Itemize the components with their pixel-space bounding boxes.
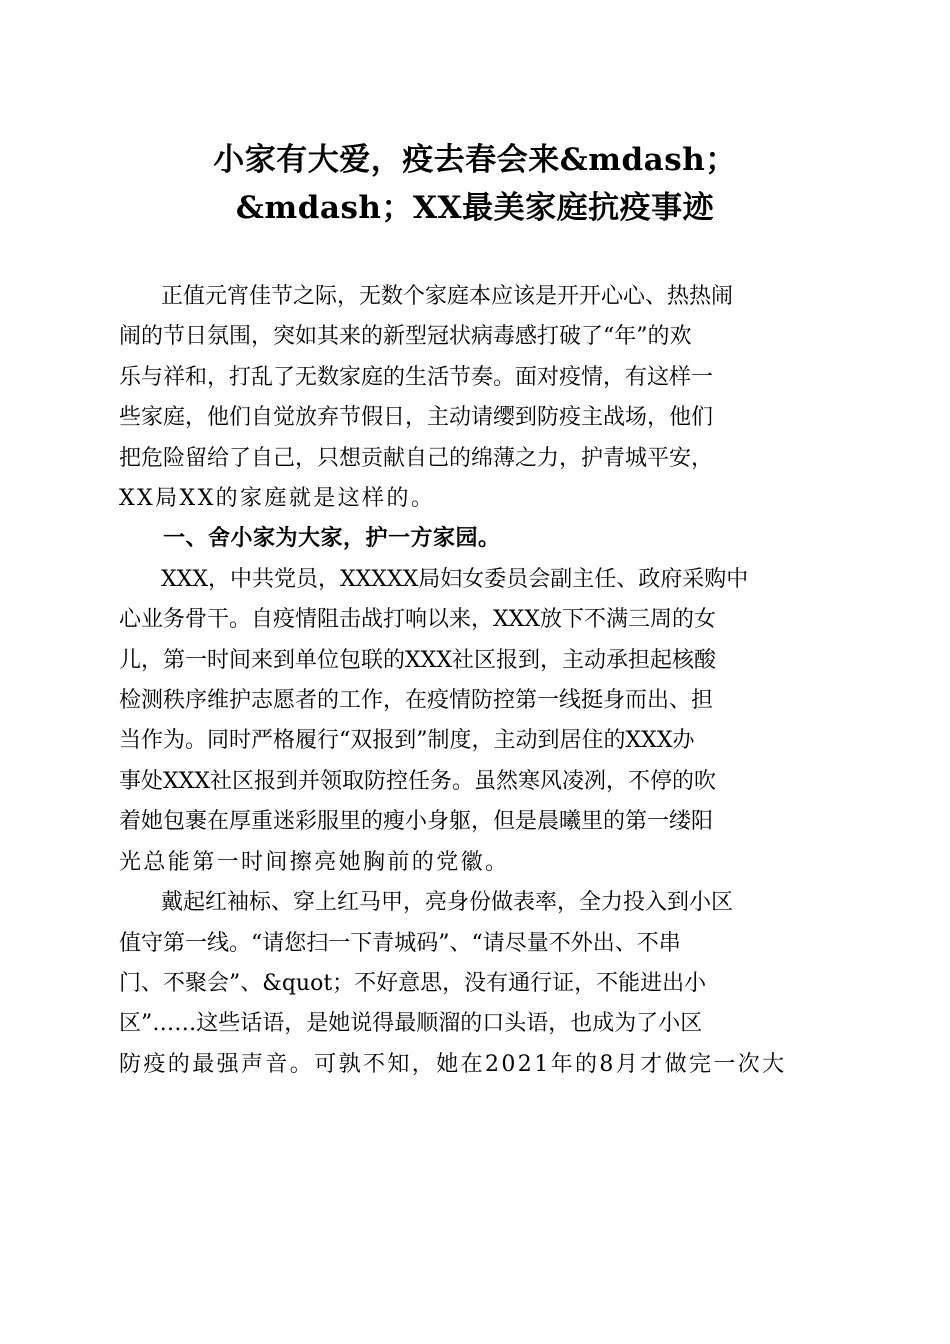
text-line: 儿，第一时间来到单位包联的XXX社区报到，主动承担起核酸 (119, 647, 716, 673)
text-line: 些家庭，他们自觉放弃节假日，主动请缨到防疫主战场，他们 (119, 405, 714, 431)
intro-paragraph (119, 277, 831, 519)
document-title (120, 136, 830, 232)
text-line: 检测秩序维护志愿者的工作，在疫情防控第一线挺身而出、担 (119, 688, 714, 714)
title-line-2: &mdash；XX最美家庭抗疫事迹 (235, 190, 715, 226)
text-line: XX局XX的家庭就是这样的。 (119, 486, 436, 512)
paragraph-2 (119, 560, 831, 883)
text-line: 正值元宵佳节之际，无数个家庭本应该是开开心心、热热闹 (161, 284, 734, 309)
text-line: 区”……这些话语，是她说得最顺溜的口头语，也成为了小区 (119, 1011, 703, 1037)
text-line: 事处XXX社区报到并领取防控任务。虽然寒风凌冽，不停的吹 (119, 768, 716, 794)
text-line: 戴起红袖标、穿上红马甲，亮身份做表率，全力投入到小区 (161, 890, 734, 916)
text-line: 着她包裹在厚重迷彩服里的瘦小身躯，但是晨曦里的第一缕阳 (119, 809, 714, 835)
title-line-1: 小家有大爱，疫去春会来&mdash； (213, 142, 737, 178)
text-line: 门、不聚会”、&quot；不好意思，没有通行证，不能进出小 (119, 970, 707, 996)
text-line: 乐与祥和，打乱了无数家庭的生活节奏。面对疫情，有这样一 (119, 364, 714, 390)
text-line: 当作为。同时严格履行“双报到”制度，主动到居住的XXX办 (119, 728, 695, 754)
paragraph-3 (119, 883, 831, 1085)
text-line: 值守第一线。“请您扫一下青城码”、“请尽量不外出、不串 (119, 930, 681, 956)
text-line: 防疫的最强声音。可孰不知，她在2021年的8月才做完一次大 (119, 1051, 787, 1077)
text-line: 光总能第一时间擦亮她胸前的党徽。 (119, 849, 510, 875)
document-body (119, 277, 831, 1085)
text-line: 把危险留给了自己，只想贡献自己的绵薄之力，护青城平安， (119, 445, 714, 471)
text-line: 闹的节日氛围，突如其来的新型冠状病毒感打破了“年”的欢 (119, 324, 692, 350)
text-line: XXX，中共党员，XXXXX局妇女委员会副主任、政府采购中 (161, 566, 749, 592)
section-heading-1: 一、舍小家为大家，护一方家园。 (163, 526, 501, 552)
text-line: 心业务骨干。自疫情阻击战打响以来，XXX放下不满三周的女 (119, 607, 716, 633)
